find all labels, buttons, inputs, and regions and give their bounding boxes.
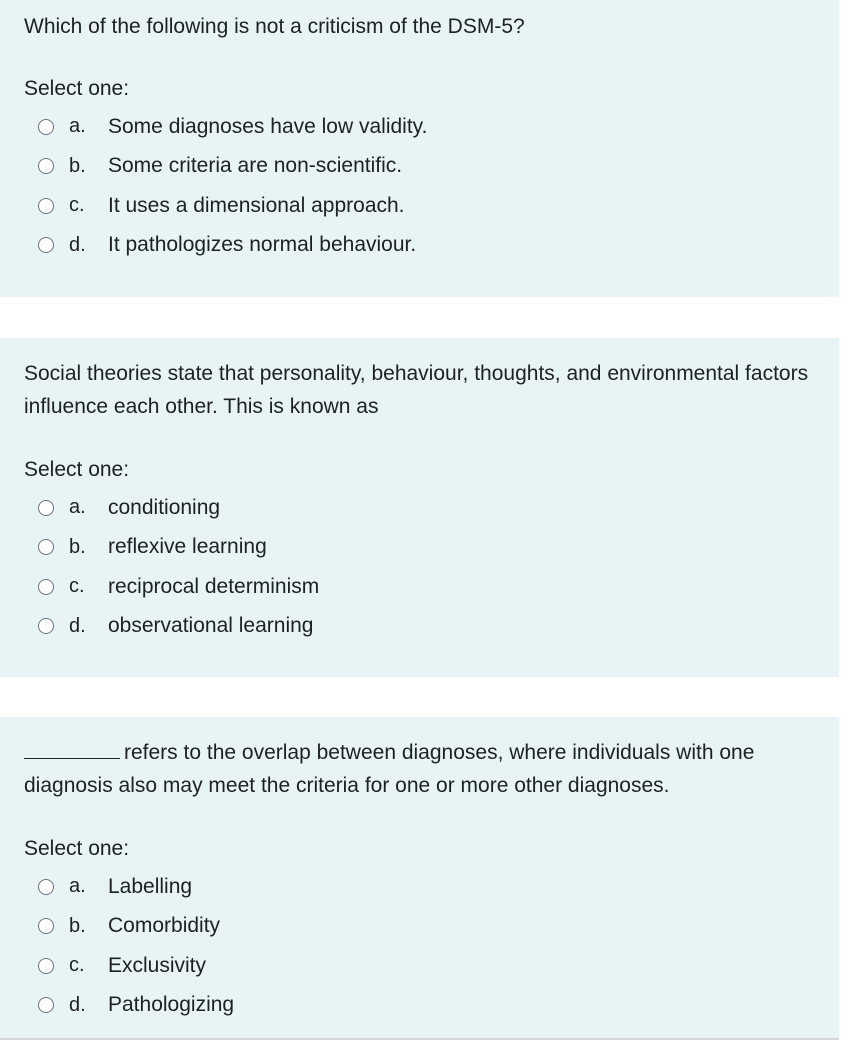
- radio-button[interactable]: [38, 500, 54, 516]
- answer-list: [24, 867, 815, 1025]
- radio-button[interactable]: [38, 618, 54, 634]
- radio-button[interactable]: [38, 918, 54, 934]
- answer-option-b[interactable]: [38, 907, 815, 947]
- answer-letter: a.: [69, 115, 86, 138]
- answer-list: [24, 488, 815, 646]
- radio-button[interactable]: [38, 198, 54, 214]
- answer-option-d[interactable]: [38, 226, 815, 266]
- answer-letter: c.: [69, 575, 85, 598]
- answer-label[interactable]: reflexive learning: [108, 535, 267, 559]
- answer-letter: a.: [69, 875, 86, 898]
- answer-option-a[interactable]: [38, 107, 815, 147]
- answer-option-a[interactable]: [38, 867, 815, 907]
- answer-option-b[interactable]: [38, 147, 815, 187]
- select-one-prompt: Select one:: [24, 837, 130, 860]
- question-2: [0, 338, 839, 677]
- answer-option-c[interactable]: [38, 567, 815, 607]
- answer-option-a[interactable]: [38, 488, 815, 528]
- question-text: [24, 717, 815, 802]
- answer-letter: d.: [69, 233, 86, 256]
- radio-button[interactable]: [38, 958, 54, 974]
- answer-label[interactable]: conditioning: [108, 495, 221, 519]
- question-3: [0, 717, 839, 1040]
- fill-in-blank-line: [24, 740, 120, 759]
- radio-button[interactable]: [38, 879, 54, 895]
- select-one-prompt: Select one:: [24, 458, 130, 481]
- answer-label[interactable]: Comorbidity: [108, 914, 221, 938]
- radio-button[interactable]: [38, 997, 54, 1013]
- answer-label[interactable]: Labelling: [108, 874, 193, 898]
- question-1: [0, 0, 839, 297]
- answer-letter: b.: [69, 535, 86, 558]
- radio-button[interactable]: [38, 119, 54, 135]
- question-text-body: refers to the overlap between diagnoses, where individuals with one diagnosis also may meet the criteria for one or more other diagnoses.: [24, 741, 755, 797]
- question-text: Social theories state that personality, behaviour, thoughts, and environmental factors influence each other. This is known as: [24, 362, 809, 418]
- answer-label[interactable]: Exclusivity: [108, 953, 207, 977]
- radio-button[interactable]: [38, 237, 54, 253]
- answer-option-d[interactable]: [38, 986, 815, 1026]
- answer-list: [24, 107, 815, 265]
- question-text: Which of the following is not a criticism of the DSM-5?: [24, 15, 525, 38]
- answer-letter: c.: [69, 954, 85, 977]
- answer-label[interactable]: observational learning: [108, 614, 314, 638]
- answer-label[interactable]: Pathologizing: [108, 993, 235, 1017]
- answer-option-d[interactable]: [38, 607, 815, 647]
- answer-letter: b.: [69, 914, 86, 937]
- radio-button[interactable]: [38, 539, 54, 555]
- answer-label[interactable]: It pathologizes normal behaviour.: [108, 233, 417, 257]
- answer-option-c[interactable]: [38, 186, 815, 226]
- answer-label[interactable]: It uses a dimensional approach.: [108, 193, 405, 217]
- radio-button[interactable]: [38, 158, 54, 174]
- answer-letter: b.: [69, 154, 86, 177]
- answer-option-b[interactable]: [38, 528, 815, 568]
- select-one-prompt: Select one:: [24, 77, 130, 100]
- answer-label[interactable]: reciprocal determinism: [108, 574, 320, 598]
- answer-letter: a.: [69, 496, 86, 519]
- answer-letter: d.: [69, 993, 86, 1016]
- radio-button[interactable]: [38, 579, 54, 595]
- answer-label[interactable]: Some criteria are non-scientific.: [108, 154, 403, 178]
- answer-letter: d.: [69, 614, 86, 637]
- answer-label[interactable]: Some diagnoses have low validity.: [108, 114, 428, 138]
- answer-option-c[interactable]: [38, 946, 815, 986]
- answer-letter: c.: [69, 194, 85, 217]
